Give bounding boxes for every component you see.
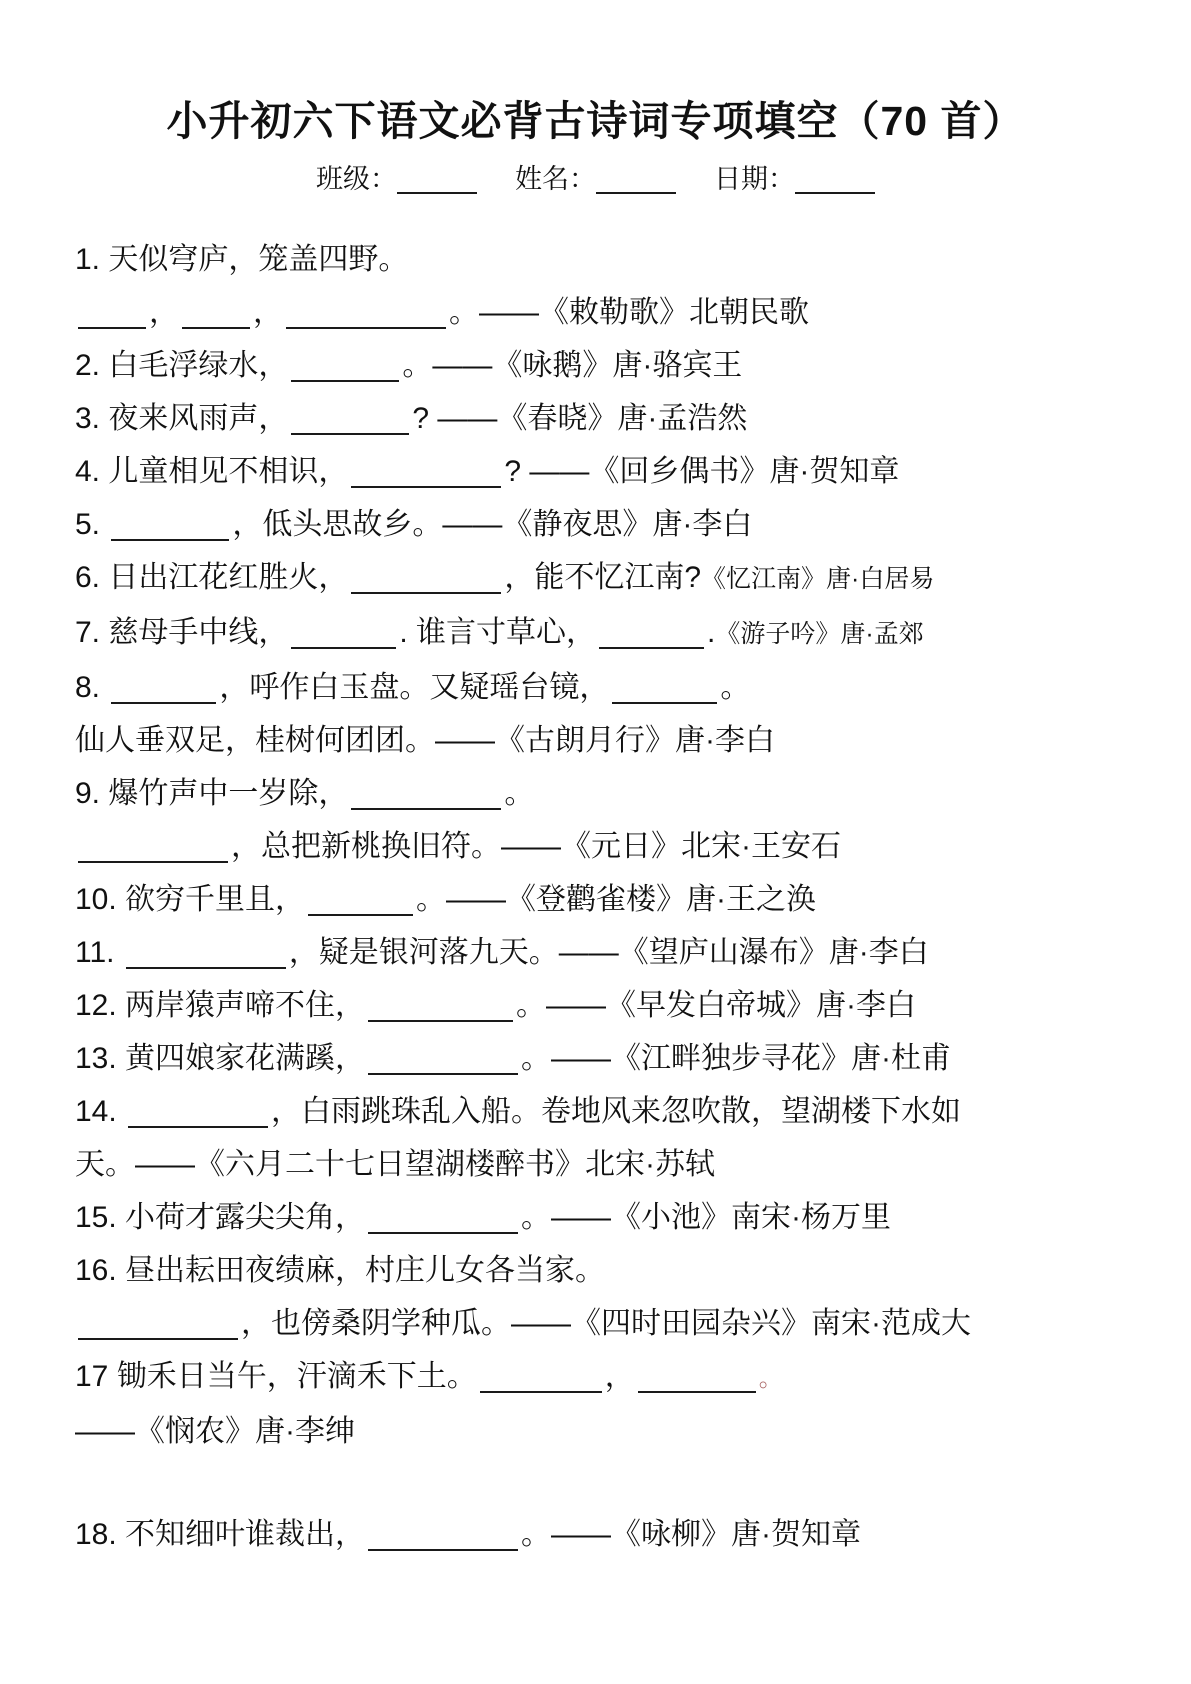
exercise-line: [75, 1405, 1121, 1458]
line-text: 18. 不知细叶谁裁出，: [75, 1518, 366, 1552]
line-text: 5.: [75, 508, 109, 542]
line-text: 6. 日出江花红胜火，: [75, 561, 349, 595]
date-field: [714, 161, 875, 197]
line-text: ——《悯农》唐·李绅: [75, 1415, 355, 1449]
exercise-line: [75, 1032, 1121, 1085]
fill-in-blank: [111, 672, 216, 704]
line-text: ，: [604, 1360, 635, 1394]
fill-in-blank: [612, 672, 717, 704]
line-text: 12. 两岸猿声啼不住，: [75, 989, 366, 1023]
line-text: 4. 儿童相见不相识，: [75, 455, 349, 489]
exercise-line: [75, 392, 1121, 445]
line-text: .: [707, 616, 716, 650]
line-text: 。——《敕勒歌》北朝民歌: [449, 296, 809, 330]
line-text: 7. 慈母手中线，: [75, 616, 289, 650]
exercise-line: [75, 661, 1121, 714]
line-text: 天。——《六月二十七日望湖楼醉书》北宋·苏轼: [75, 1148, 715, 1182]
fill-in-blank: [111, 509, 229, 541]
fill-in-blank: [351, 456, 501, 488]
exercise-line: [75, 767, 1121, 820]
exercise-line: [75, 1244, 1121, 1297]
page-title: 小升初六下语文必背古诗词专项填空（70 首）: [166, 98, 1025, 144]
fill-in-blank: [291, 350, 399, 382]
line-text: ，呼作白玉盘。又疑瑶台镜，: [219, 671, 610, 705]
fill-in-blank: [599, 617, 704, 649]
fill-in-blank: [128, 1096, 268, 1128]
line-text: 。——《小池》南宋·杨万里: [521, 1201, 892, 1235]
exercise-line: [75, 1191, 1121, 1244]
fill-in-blank: [286, 297, 446, 329]
line-text: ，: [253, 296, 283, 330]
exercise-line: [75, 1297, 1121, 1350]
student-info-header: [0, 161, 1191, 197]
line-text: ，疑是银河落九天。——《望庐山瀑布》唐·李白: [288, 936, 929, 970]
date-blank: [795, 166, 875, 194]
exercise-line: [75, 1138, 1121, 1191]
line-text: 9. 爆竹声中一岁除，: [75, 777, 349, 811]
red-period: 。: [758, 1365, 783, 1393]
line-text: ，能不忆江南?: [504, 561, 702, 595]
fill-in-blank: [291, 617, 396, 649]
exercise-line: [75, 873, 1121, 926]
exercise-line: [75, 926, 1121, 979]
line-text: 17 锄禾日当午，汗滴禾下土。: [75, 1360, 477, 1394]
fill-in-blank: [126, 937, 286, 969]
class-field: [316, 161, 477, 197]
fill-in-blank: [368, 1519, 518, 1551]
line-text: ? ——《春晓》唐·孟浩然: [412, 402, 748, 436]
exercise-line: [75, 551, 1121, 606]
fill-in-blank: [291, 403, 409, 435]
line-text: 。——《登鹳雀楼》唐·王之涣: [416, 883, 817, 917]
fill-in-blank: [368, 1202, 518, 1234]
line-text: 。——《早发白帝城》唐·李白: [516, 989, 917, 1023]
line-text: 《忆江南》唐·白居易: [701, 565, 935, 594]
fill-in-blank: [308, 884, 413, 916]
line-text: 10. 欲穷千里且，: [75, 883, 306, 917]
name-blank: [596, 166, 676, 194]
line-text: 16. 昼出耘田夜绩麻，村庄儿女各当家。: [75, 1254, 606, 1288]
line-text: 8.: [75, 671, 109, 705]
line-text: 仙人垂双足，桂树何团团。——《古朗月行》唐·李白: [75, 724, 775, 758]
exercise-line: [75, 606, 1121, 661]
line-text: ，总把新桃换旧符。——《元日》北宋·王安石: [231, 830, 841, 864]
exercise-line: [75, 1508, 1121, 1561]
exercise-line: [75, 498, 1121, 551]
line-text: 。——《咏鹅》唐·骆宾王: [402, 349, 743, 383]
fill-in-blank: [78, 1308, 238, 1340]
date-label: 日期：: [714, 164, 795, 195]
fill-in-blank: [351, 778, 501, 810]
exercise-line: [75, 1085, 1121, 1138]
fill-in-blank: [368, 1043, 518, 1075]
line-text: 。: [504, 777, 535, 811]
line-text: 《游子吟》唐·孟郊: [715, 620, 924, 649]
name-label: 姓名：: [515, 164, 596, 195]
exercise-line: [75, 233, 1121, 286]
exercise-line: [75, 1350, 1121, 1405]
exercise-line: [75, 445, 1121, 498]
line-text: 2. 白毛浮绿水，: [75, 349, 289, 383]
line-text: ，也傍桑阴学种瓜。——《四时田园杂兴》南宋·范成大: [241, 1307, 971, 1341]
fill-in-blank: [78, 297, 146, 329]
line-text: 。——《咏柳》唐·贺知章: [521, 1518, 862, 1552]
fill-in-blank: [351, 562, 501, 594]
line-text: 11.: [75, 936, 123, 970]
fill-in-blank: [638, 1361, 756, 1393]
line-text: 13. 黄四娘家花满蹊，: [75, 1042, 366, 1076]
line-text: ，白雨跳珠乱入船。卷地风来忽吹散，望湖楼下水如: [271, 1095, 962, 1129]
line-text: 。——《江畔独步寻花》唐·杜甫: [521, 1042, 952, 1076]
exercise-lines: [75, 233, 1121, 1561]
line-text: 3. 夜来风雨声，: [75, 402, 289, 436]
fill-in-blank: [182, 297, 250, 329]
exercise-line: [75, 714, 1121, 767]
exercise-line: [75, 286, 1121, 339]
line-text: ，: [149, 296, 179, 330]
exercise-line: [75, 979, 1121, 1032]
line-text: ? ——《回乡偶书》唐·贺知章: [504, 455, 900, 489]
line-text: 1. 天似穹庐，笼盖四野。: [75, 243, 409, 277]
line-text: 15. 小荷才露尖尖角，: [75, 1201, 366, 1235]
line-text: 14.: [75, 1095, 126, 1129]
exercise-line: [75, 339, 1121, 392]
line-text: ，低头思故乡。——《静夜思》唐·李白: [232, 508, 753, 542]
class-label: 班级：: [316, 164, 397, 195]
exercise-line: [75, 820, 1121, 873]
spacer-line: [75, 1458, 1121, 1508]
fill-in-blank: [480, 1361, 602, 1393]
line-text: . 谁言寸草心，: [399, 616, 597, 650]
line-text: 。: [720, 671, 751, 705]
class-blank: [397, 166, 477, 194]
name-field: [515, 161, 676, 197]
fill-in-blank: [368, 990, 513, 1022]
fill-in-blank: [78, 831, 228, 863]
